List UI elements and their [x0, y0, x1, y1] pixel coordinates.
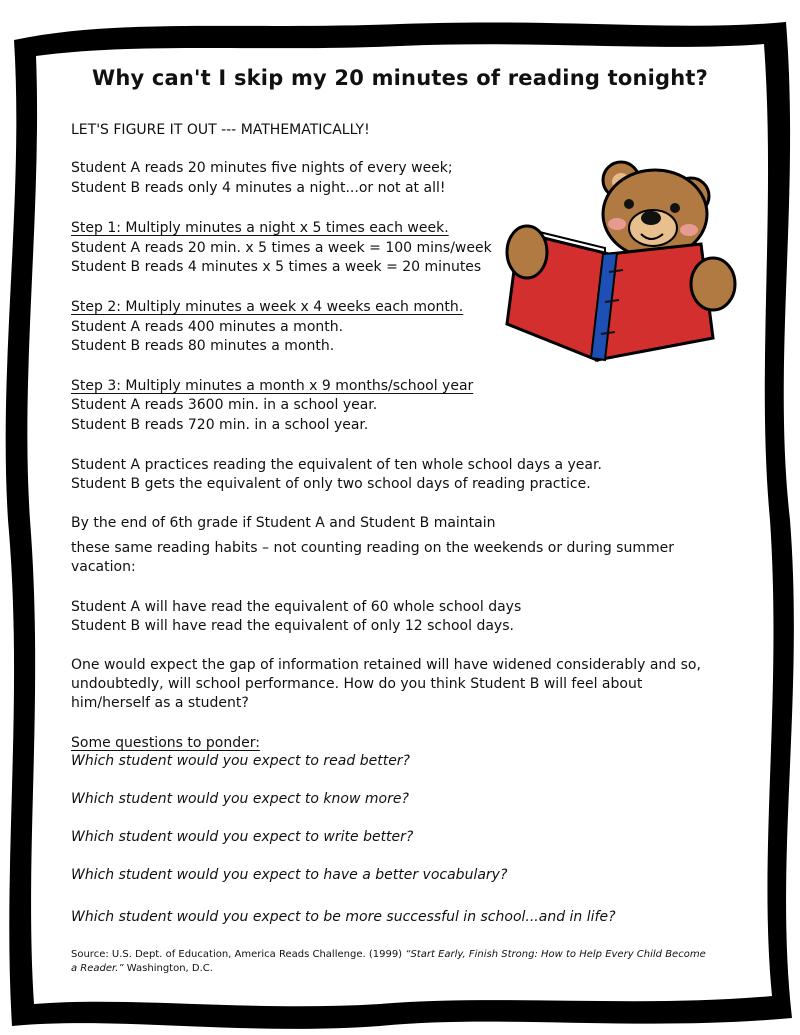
step2-student-b: Student B reads 80 minutes a month. — [71, 338, 335, 354]
step1-student-a: Student A reads 20 min. x 5 times a week = 100 mins/week — [71, 240, 492, 256]
step3-heading: Step 3: Multiply minutes a month x 9 months/school year — [71, 378, 474, 394]
result-student-b: Student B will have read the equivalent of only 12 school days. — [71, 618, 514, 634]
page-title: Why can't I skip my 20 minutes of reading tonight? — [91, 66, 709, 90]
source-citation — [71, 948, 711, 976]
step3-student-a: Student A reads 3600 min. in a school year. — [71, 397, 378, 413]
student-a-intro: Student A reads 20 minutes five nights of every week; — [71, 160, 453, 176]
question-item: Which student would you expect to be more successful in school...and in life? — [71, 909, 616, 925]
practice-student-a: Student A practices reading the equivalent of ten whole school days a year. — [71, 457, 602, 473]
question-item: Which student would you expect to write better? — [71, 829, 414, 845]
by-end-text: By the end of 6th grade if Student A and Student B maintain — [71, 515, 496, 531]
student-b-intro: Student B reads only 4 minutes a night...or not at all! — [71, 180, 446, 196]
bear-reading-book-icon — [505, 152, 741, 364]
source-title: “Start Early, Finish Strong: How to Help Every Child Become a Reader.” — [71, 949, 706, 974]
habits-text: these same reading habits – not counting reading on the weekends or during summer vacation: — [71, 540, 674, 575]
step2-student-a: Student A reads 400 minutes a month. — [71, 319, 344, 335]
question-item: Which student would you expect to read better? — [71, 753, 410, 769]
intro-heading: LET'S FIGURE IT OUT --- MATHEMATICALLY! — [71, 122, 370, 138]
questions-heading: Some questions to ponder: — [71, 735, 260, 751]
question-item: Which student would you expect to have a better vocabulary? — [71, 867, 508, 883]
source-prefix: Source: U.S. Dept. of Education, America Reads Challenge. (1999) — [71, 949, 403, 960]
source-suffix: Washington, D.C. — [126, 963, 213, 974]
result-student-a: Student A will have read the equivalent of 60 whole school days — [71, 599, 522, 615]
practice-student-b: Student B gets the equivalent of only two school days of reading practice. — [71, 476, 591, 492]
step3-student-b: Student B reads 720 min. in a school year. — [71, 417, 369, 433]
step1-heading: Step 1: Multiply minutes a night x 5 times each week. — [71, 220, 449, 236]
question-item: Which student would you expect to know more? — [71, 791, 409, 807]
gap-paragraph: One would expect the gap of information retained will have widened considerably and so, undoubtedly, will school performance. How do you think Student B will feel about him/herself as a student? — [71, 657, 701, 711]
step2-heading: Step 2: Multiply minutes a week x 4 weeks each month. — [71, 299, 464, 315]
step1-student-b: Student B reads 4 minutes x 5 times a week = 20 minutes — [71, 259, 482, 275]
